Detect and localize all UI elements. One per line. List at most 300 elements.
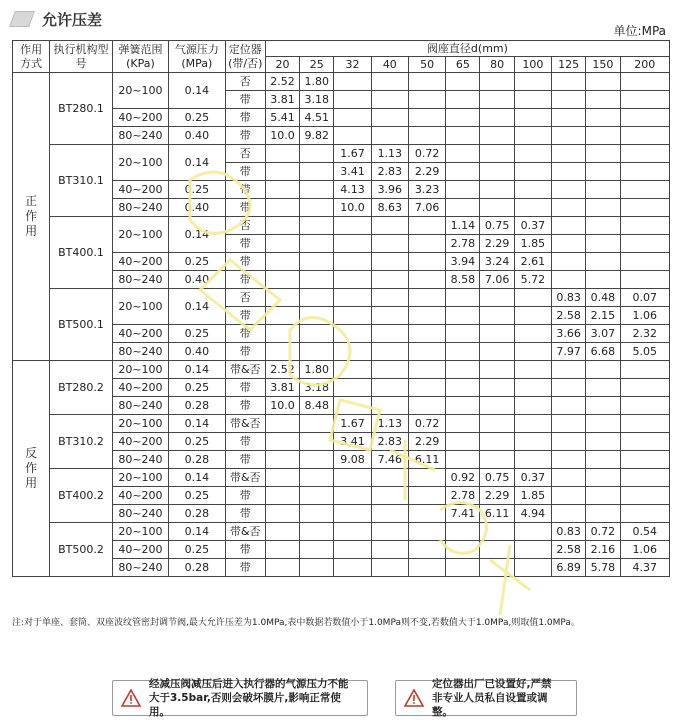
value-cell: 0.75 xyxy=(480,217,514,235)
value-cell xyxy=(371,379,408,397)
value-cell xyxy=(480,145,514,163)
value-cell xyxy=(300,181,334,199)
value-cell xyxy=(371,541,408,559)
value-cell xyxy=(371,127,408,145)
air-pressure: 0.28 xyxy=(169,559,225,577)
value-cell: 1.80 xyxy=(300,361,334,379)
warning-1-line-1: 经减压阀减压后进入执行器的气源压力不能 xyxy=(149,678,349,690)
value-cell xyxy=(265,253,299,271)
value-cell xyxy=(446,541,480,559)
value-cell xyxy=(300,451,334,469)
actuator-model: BT400.2 xyxy=(50,469,112,523)
page-title: 允许压差 xyxy=(42,10,103,29)
header-size: 125 xyxy=(552,57,586,73)
table-row xyxy=(13,145,670,163)
value-cell xyxy=(480,415,514,433)
value-cell: 3.07 xyxy=(586,325,620,343)
value-cell xyxy=(334,127,371,145)
warning-1-line-2: 大于3.5bar,否则会破坏膜片,影响正常使用。 xyxy=(149,692,341,718)
value-cell: 2.16 xyxy=(586,541,620,559)
value-cell xyxy=(408,289,445,307)
value-cell: 10.0 xyxy=(265,127,299,145)
positioner-cell: 带 xyxy=(225,235,265,253)
value-cell xyxy=(620,451,669,469)
value-cell xyxy=(552,505,586,523)
air-pressure: 0.25 xyxy=(169,109,225,127)
spring-range: 20~100 xyxy=(112,469,168,487)
value-cell xyxy=(552,163,586,181)
table-row xyxy=(13,73,670,91)
air-pressure: 0.40 xyxy=(169,271,225,289)
air-pressure: 0.14 xyxy=(169,415,225,433)
value-cell: 0.48 xyxy=(586,289,620,307)
value-cell xyxy=(300,271,334,289)
value-cell: 10.0 xyxy=(265,397,299,415)
value-cell xyxy=(552,487,586,505)
value-cell xyxy=(480,127,514,145)
value-cell xyxy=(446,361,480,379)
unit-label: 单位:MPa xyxy=(613,24,666,38)
positioner-cell: 带 xyxy=(225,433,265,451)
value-cell: 5.78 xyxy=(586,559,620,577)
value-cell xyxy=(300,469,334,487)
table-row xyxy=(13,289,670,307)
air-pressure: 0.25 xyxy=(169,433,225,451)
value-cell xyxy=(265,559,299,577)
value-cell: 3.41 xyxy=(334,433,371,451)
value-cell xyxy=(408,379,445,397)
actuator-model: BT500.1 xyxy=(50,289,112,361)
value-cell xyxy=(514,451,551,469)
value-cell: 3.96 xyxy=(371,181,408,199)
value-cell xyxy=(334,379,371,397)
value-cell xyxy=(552,415,586,433)
value-cell: 9.08 xyxy=(334,451,371,469)
value-cell xyxy=(552,235,586,253)
value-cell xyxy=(300,199,334,217)
value-cell xyxy=(408,559,445,577)
value-cell xyxy=(514,559,551,577)
table-row xyxy=(13,523,670,541)
spring-range: 80~240 xyxy=(112,505,168,523)
value-cell xyxy=(586,253,620,271)
header-size: 100 xyxy=(514,57,551,73)
value-cell xyxy=(620,181,669,199)
value-cell xyxy=(552,145,586,163)
value-cell: 3.81 xyxy=(265,91,299,109)
value-cell xyxy=(586,163,620,181)
table-row xyxy=(13,469,670,487)
value-cell xyxy=(620,127,669,145)
air-pressure: 0.28 xyxy=(169,505,225,523)
warning-triangle-icon xyxy=(121,689,141,707)
value-cell xyxy=(371,325,408,343)
value-cell xyxy=(514,145,551,163)
value-cell xyxy=(480,307,514,325)
value-cell xyxy=(334,361,371,379)
value-cell xyxy=(552,397,586,415)
value-cell: 8.63 xyxy=(371,199,408,217)
positioner-cell: 带&否 xyxy=(225,361,265,379)
value-cell xyxy=(552,73,586,91)
positioner-cell: 带 xyxy=(225,271,265,289)
value-cell xyxy=(514,127,551,145)
air-pressure: 0.14 xyxy=(169,523,225,541)
value-cell xyxy=(552,127,586,145)
value-cell xyxy=(300,505,334,523)
air-pressure: 0.14 xyxy=(169,289,225,325)
header-size: 25 xyxy=(300,57,334,73)
value-cell xyxy=(265,541,299,559)
value-cell xyxy=(480,379,514,397)
value-cell xyxy=(480,523,514,541)
value-cell: 7.46 xyxy=(371,451,408,469)
value-cell xyxy=(371,289,408,307)
value-cell xyxy=(620,361,669,379)
value-cell xyxy=(408,73,445,91)
value-cell xyxy=(586,145,620,163)
spring-range: 20~100 xyxy=(112,415,168,433)
value-cell xyxy=(586,361,620,379)
positioner-cell: 带 xyxy=(225,199,265,217)
value-cell: 1.85 xyxy=(514,235,551,253)
value-cell xyxy=(620,505,669,523)
spring-range: 20~100 xyxy=(112,289,168,325)
spring-range: 80~240 xyxy=(112,451,168,469)
value-cell: 3.41 xyxy=(334,163,371,181)
header-actuator: 执行机构型号 xyxy=(50,41,112,73)
value-cell xyxy=(586,181,620,199)
value-cell xyxy=(446,199,480,217)
value-cell xyxy=(620,91,669,109)
positioner-cell: 带 xyxy=(225,451,265,469)
value-cell xyxy=(620,217,669,235)
value-cell xyxy=(552,199,586,217)
positioner-cell: 带 xyxy=(225,343,265,361)
value-cell: 2.83 xyxy=(371,433,408,451)
value-cell xyxy=(514,325,551,343)
value-cell xyxy=(265,289,299,307)
section-title xyxy=(8,8,102,30)
actuator-model: BT280.1 xyxy=(50,73,112,145)
value-cell xyxy=(514,199,551,217)
value-cell xyxy=(446,145,480,163)
value-cell xyxy=(552,379,586,397)
value-cell xyxy=(300,559,334,577)
actuator-model: BT280.2 xyxy=(50,361,112,415)
value-cell xyxy=(265,307,299,325)
value-cell xyxy=(620,163,669,181)
value-cell xyxy=(300,343,334,361)
value-cell: 2.58 xyxy=(552,307,586,325)
value-cell xyxy=(265,163,299,181)
value-cell xyxy=(480,289,514,307)
value-cell: 1.67 xyxy=(334,145,371,163)
value-cell xyxy=(371,397,408,415)
value-cell xyxy=(265,415,299,433)
positioner-cell: 否 xyxy=(225,73,265,91)
value-cell: 5.41 xyxy=(265,109,299,127)
value-cell xyxy=(334,253,371,271)
value-cell: 1.85 xyxy=(514,487,551,505)
value-cell xyxy=(371,487,408,505)
value-cell xyxy=(408,235,445,253)
value-cell: 2.61 xyxy=(514,253,551,271)
value-cell xyxy=(586,271,620,289)
value-cell xyxy=(586,505,620,523)
value-cell xyxy=(300,523,334,541)
value-cell xyxy=(586,415,620,433)
value-cell xyxy=(446,397,480,415)
actuator-model: BT500.2 xyxy=(50,523,112,577)
value-cell xyxy=(334,559,371,577)
value-cell xyxy=(480,325,514,343)
value-cell xyxy=(514,289,551,307)
value-cell xyxy=(586,487,620,505)
value-cell: 7.97 xyxy=(552,343,586,361)
header-spring: 弹簧范围 (KPa) xyxy=(112,41,168,73)
value-cell: 0.72 xyxy=(408,415,445,433)
value-cell xyxy=(408,469,445,487)
value-cell: 0.37 xyxy=(514,217,551,235)
value-cell: 2.29 xyxy=(480,235,514,253)
value-cell xyxy=(265,271,299,289)
value-cell: 1.67 xyxy=(334,415,371,433)
value-cell xyxy=(408,271,445,289)
value-cell xyxy=(334,289,371,307)
value-cell: 2.29 xyxy=(408,163,445,181)
value-cell xyxy=(300,487,334,505)
warning-box-positioner xyxy=(395,680,577,716)
air-pressure: 0.25 xyxy=(169,487,225,505)
value-cell xyxy=(514,163,551,181)
value-cell xyxy=(620,235,669,253)
value-cell xyxy=(480,433,514,451)
value-cell xyxy=(371,559,408,577)
value-cell xyxy=(552,181,586,199)
value-cell xyxy=(480,109,514,127)
value-cell xyxy=(408,325,445,343)
header-size: 32 xyxy=(334,57,371,73)
value-cell: 2.29 xyxy=(408,433,445,451)
value-cell xyxy=(408,109,445,127)
value-cell xyxy=(514,91,551,109)
value-cell xyxy=(300,163,334,181)
value-cell xyxy=(334,325,371,343)
value-cell xyxy=(514,541,551,559)
value-cell: 5.05 xyxy=(620,343,669,361)
positioner-cell: 带 xyxy=(225,541,265,559)
value-cell: 0.83 xyxy=(552,523,586,541)
positioner-cell: 否 xyxy=(225,217,265,235)
value-cell xyxy=(620,271,669,289)
value-cell xyxy=(480,199,514,217)
air-pressure: 0.25 xyxy=(169,253,225,271)
spring-range: 40~200 xyxy=(112,325,168,343)
value-cell xyxy=(620,199,669,217)
value-cell: 8.58 xyxy=(446,271,480,289)
warning-2-line-2: 非专业人员私自设置或调整。 xyxy=(432,692,548,718)
value-cell xyxy=(480,559,514,577)
spring-range: 80~240 xyxy=(112,271,168,289)
air-pressure: 0.25 xyxy=(169,181,225,199)
spring-range: 80~240 xyxy=(112,199,168,217)
value-cell xyxy=(446,433,480,451)
value-cell xyxy=(446,325,480,343)
value-cell: 7.06 xyxy=(480,271,514,289)
value-cell xyxy=(371,307,408,325)
spring-range: 40~200 xyxy=(112,379,168,397)
value-cell xyxy=(265,487,299,505)
value-cell: 3.18 xyxy=(300,91,334,109)
air-pressure: 0.25 xyxy=(169,325,225,343)
value-cell xyxy=(620,469,669,487)
value-cell xyxy=(265,181,299,199)
value-cell xyxy=(480,73,514,91)
value-cell xyxy=(265,325,299,343)
value-cell: 4.37 xyxy=(620,559,669,577)
value-cell: 2.29 xyxy=(480,487,514,505)
value-cell xyxy=(408,487,445,505)
positioner-cell: 带 xyxy=(225,109,265,127)
value-cell xyxy=(514,523,551,541)
air-pressure: 0.25 xyxy=(169,379,225,397)
value-cell xyxy=(552,451,586,469)
value-cell xyxy=(446,559,480,577)
value-cell xyxy=(334,469,371,487)
mode-cell: 正作用 xyxy=(13,73,50,361)
value-cell xyxy=(265,235,299,253)
value-cell: 2.78 xyxy=(446,487,480,505)
air-pressure: 0.40 xyxy=(169,343,225,361)
value-cell xyxy=(586,379,620,397)
value-cell xyxy=(514,433,551,451)
value-cell xyxy=(265,451,299,469)
value-cell xyxy=(514,109,551,127)
value-cell xyxy=(446,343,480,361)
value-cell xyxy=(408,127,445,145)
value-cell xyxy=(334,343,371,361)
value-cell xyxy=(371,343,408,361)
value-cell: 0.07 xyxy=(620,289,669,307)
value-cell: 0.37 xyxy=(514,469,551,487)
value-cell: 1.80 xyxy=(300,73,334,91)
value-cell xyxy=(371,523,408,541)
air-pressure: 0.25 xyxy=(169,541,225,559)
value-cell xyxy=(552,91,586,109)
positioner-cell: 带 xyxy=(225,127,265,145)
positioner-cell: 带&否 xyxy=(225,523,265,541)
value-cell xyxy=(265,523,299,541)
value-cell xyxy=(446,109,480,127)
value-cell xyxy=(586,217,620,235)
positioner-cell: 带 xyxy=(225,163,265,181)
value-cell xyxy=(514,361,551,379)
warning-triangle-icon xyxy=(404,689,424,707)
spring-range: 80~240 xyxy=(112,343,168,361)
value-cell xyxy=(552,217,586,235)
value-cell xyxy=(446,451,480,469)
value-cell: 6.11 xyxy=(480,505,514,523)
air-pressure: 0.14 xyxy=(169,145,225,181)
value-cell xyxy=(514,415,551,433)
positioner-cell: 带&否 xyxy=(225,469,265,487)
value-cell: 8.48 xyxy=(300,397,334,415)
value-cell: 4.51 xyxy=(300,109,334,127)
value-cell xyxy=(586,235,620,253)
value-cell xyxy=(265,217,299,235)
value-cell xyxy=(620,109,669,127)
value-cell xyxy=(446,379,480,397)
value-cell xyxy=(408,91,445,109)
value-cell xyxy=(446,91,480,109)
warning-2-line-1: 定位器出厂已设置好,严禁 xyxy=(432,678,552,690)
header-size: 200 xyxy=(620,57,669,73)
value-cell: 1.13 xyxy=(371,145,408,163)
value-cell xyxy=(446,523,480,541)
value-cell xyxy=(334,505,371,523)
value-cell xyxy=(300,235,334,253)
value-cell xyxy=(552,253,586,271)
value-cell xyxy=(334,217,371,235)
value-cell xyxy=(334,109,371,127)
value-cell: 2.83 xyxy=(371,163,408,181)
air-pressure: 0.40 xyxy=(169,199,225,217)
value-cell xyxy=(620,487,669,505)
pressure-difference-table xyxy=(12,40,670,577)
spring-range: 20~100 xyxy=(112,73,168,109)
value-cell xyxy=(334,523,371,541)
value-cell xyxy=(300,217,334,235)
air-pressure: 0.14 xyxy=(169,469,225,487)
value-cell xyxy=(265,343,299,361)
value-cell: 0.92 xyxy=(446,469,480,487)
spring-range: 40~200 xyxy=(112,433,168,451)
value-cell xyxy=(620,397,669,415)
value-cell: 0.83 xyxy=(552,289,586,307)
value-cell xyxy=(408,253,445,271)
value-cell xyxy=(265,199,299,217)
value-cell: 0.54 xyxy=(620,523,669,541)
value-cell xyxy=(620,433,669,451)
positioner-cell: 否 xyxy=(225,145,265,163)
value-cell: 2.15 xyxy=(586,307,620,325)
spring-range: 20~100 xyxy=(112,523,168,541)
value-cell xyxy=(334,397,371,415)
value-cell: 2.52 xyxy=(265,361,299,379)
value-cell xyxy=(334,487,371,505)
value-cell xyxy=(371,91,408,109)
air-pressure: 0.14 xyxy=(169,361,225,379)
value-cell xyxy=(552,271,586,289)
value-cell: 6.89 xyxy=(552,559,586,577)
value-cell: 10.0 xyxy=(334,199,371,217)
air-pressure: 0.40 xyxy=(169,127,225,145)
value-cell: 7.41 xyxy=(446,505,480,523)
table-row xyxy=(13,361,670,379)
value-cell xyxy=(300,307,334,325)
value-cell xyxy=(446,307,480,325)
air-pressure: 0.28 xyxy=(169,451,225,469)
value-cell xyxy=(265,145,299,163)
table-row xyxy=(13,415,670,433)
value-cell xyxy=(334,91,371,109)
value-cell xyxy=(371,469,408,487)
value-cell xyxy=(408,307,445,325)
value-cell xyxy=(480,91,514,109)
value-cell xyxy=(514,379,551,397)
value-cell: 2.52 xyxy=(265,73,299,91)
